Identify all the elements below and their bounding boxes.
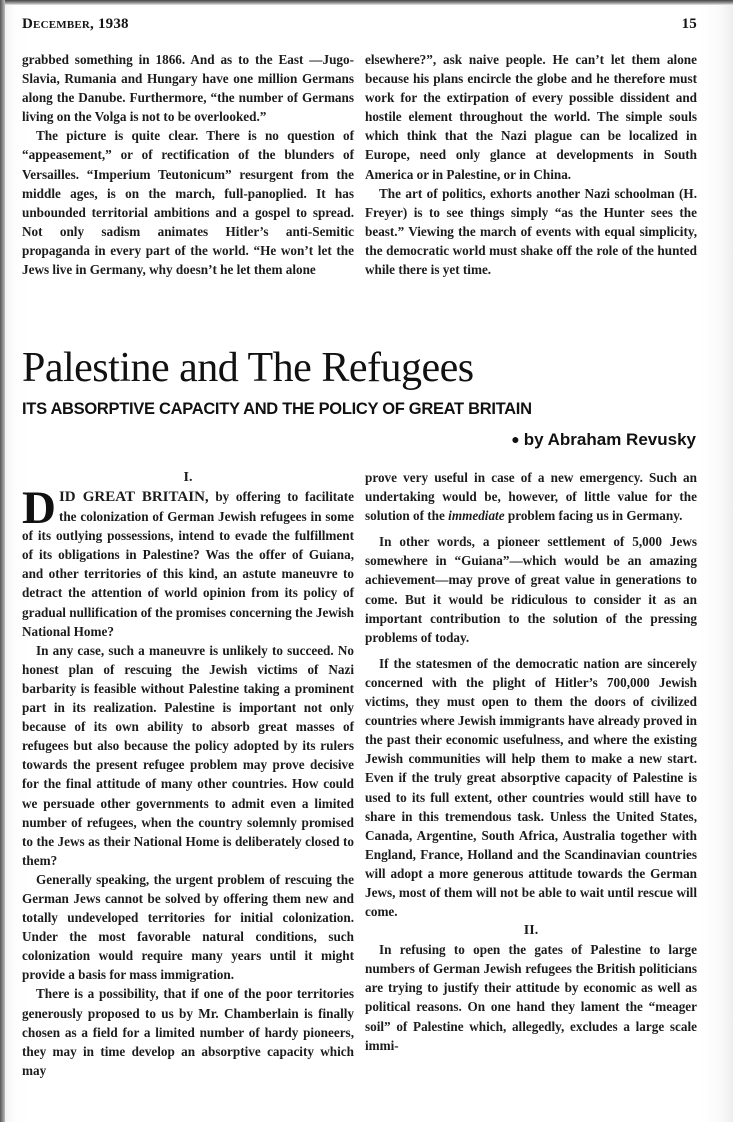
paragraph: The art of politics, exhorts another Nazi schoolman (H. Freyer) is to see things simply “as the Hunter sees the beast.” Viewing the march of events with equal simplicity, the democratic world must shake off the role of the hunted while there is yet time.	[365, 185, 697, 278]
article-right-column	[365, 468, 697, 1055]
spacer	[365, 525, 697, 532]
emphasis-immediate: immediate	[448, 508, 505, 524]
author-name: by Abraham Revusky	[523, 430, 696, 449]
section-heading-1: I.	[183, 470, 193, 485]
previous-article-right-column	[365, 50, 697, 279]
paragraph: Generally speaking, the urgent problem of rescuing the German Jews cannot be solved by offering them new and totally undeveloped territories for initial colonization. Under the most favorable natural conditions, such colonization would require many years until it might provide a basis for mass immigration.	[22, 871, 354, 983]
article-left-column	[22, 468, 354, 1080]
paragraph: In refusing to open the gates of Palestine to large numbers of German Jewish refugees the British politicians are trying to justify their attitude by economic as well as political reasons. On one hand they lament the “meager soil” of Palestine which, allegedly, excludes a large scale immi-	[365, 942, 697, 1053]
paragraph: If the statesmen of the democratic nation are sincerely concerned with the plight of Hitler’s 700,000 Jewish victims, they must open to them the doors of civilized countries where Jewish immigrants have already proved in the past their economic usefulness, and where the existing Jewish communities will help them to make a new start. Even if the truly great absorptive capacity of Palestine is used to its full extent, other countries would still have to share in this tremendous task. Unless the United States, Canada, Argentine, South Africa, Australia together with England, France, Holland and the Scandinavian countries will adopt a more generous attitude towards the German Jews, most of them will not be able to wait until rescue will come.	[365, 655, 697, 920]
text-span: problem facing us in Germany.	[504, 508, 683, 524]
drop-cap: D	[22, 482, 56, 534]
paragraph	[365, 468, 697, 525]
lead-caps: ID GREAT BRITAIN,	[58, 489, 209, 505]
paragraph: grabbed something in 1866. And as to the East —Jugo-Slavia, Rumania and Hungary have one million Germans along the Danube. Furthermore, “the number of Germans living on the Volga is not to be overlooked.”	[22, 52, 354, 125]
paragraph: There is a possibility, that if one of the poor territories generously proposed to us by Mr. Chamberlain is finally chosen as a field for a limited number of hardy pioneers, they may in time develop an absorptive capacity which may	[22, 986, 354, 1078]
opening-paragraph	[22, 482, 355, 641]
scan-left-edge	[0, 0, 5, 1122]
paragraph: elsewhere?”, ask naive people. He can’t let them alone because his plans encircle the globe and he therefore must work for the extirpation of every possible dissident and hostile element throughout the world. The simple souls which think that the Nazi plague can be localized in Europe, need only glance at developments in South America or in Palestine, or in China.	[365, 52, 697, 182]
paragraph: The picture is quite clear. There is no question of “appeasement,” or of rectification of the blunders of Versailles. “Imperium Teutonicum” resurgent from the middle ages, is on the march, full-panoplied. It has unbounded territorial ambitions and a gospel to spread. Not only sadism animates Hitler’s anti-Semitic propaganda in every part of the world. “He won’t let the Jews live in Germany, why doesn’t he let them alone	[22, 128, 354, 278]
article-subtitle: ITS ABSORPTIVE CAPACITY AND THE POLICY OF GREAT BRITAIN	[22, 400, 532, 418]
opening-text: by offering to facilitate the colonization of German Jewish refugees in some of its outlying possessions, intend to evade the fulfillment of its obligations in Palestine? Was the offer of Guiana, and other territories of this kind, an astute maneuvre to detract the attention of world opinion from its policy of gradual nullification of the promises concerning the Jewish National Home?	[22, 489, 355, 639]
running-head	[22, 16, 697, 33]
bullet-icon: ●	[511, 431, 520, 447]
section-heading-2: II.	[523, 923, 539, 939]
paragraph: In other words, a pioneer settlement of 5,000 Jews somewhere in “Guiana”—which would be an amazing achievement—may prove of great value in generations to come. But it would be ridiculous to consider it as an important contribution to the solution of the pressing problems of today.	[365, 534, 697, 645]
article-title: Palestine and The Refugees	[22, 345, 474, 391]
text-span: prove very useful in case of a new emergency. Such an undertaking would be, however, of little value for the solution of the	[365, 470, 697, 524]
page-number: 15	[681, 16, 697, 32]
spacer	[365, 647, 697, 654]
paragraph: In any case, such a maneuvre is unlikely to succeed. No honest plan of rescuing the Jewish victims of Nazi barbarity is feasible without Palestine taking a prominent part in its realization. Palestine is important not only because of its own ability to absorb great masses of refugees but also because the policy adopted by its rulers towards the present refugee problem may prove decisive for the final attitude of many other countries. How could we persuade other governments to admit even a limited number of refugees, when the country solemnly promised to the Jews as their National Home is deliberately closed to them?	[22, 642, 354, 868]
previous-article-left-column	[22, 50, 354, 279]
issue-date: December, 1938	[22, 16, 129, 32]
scan-top-edge	[0, 0, 733, 5]
byline	[511, 430, 696, 450]
